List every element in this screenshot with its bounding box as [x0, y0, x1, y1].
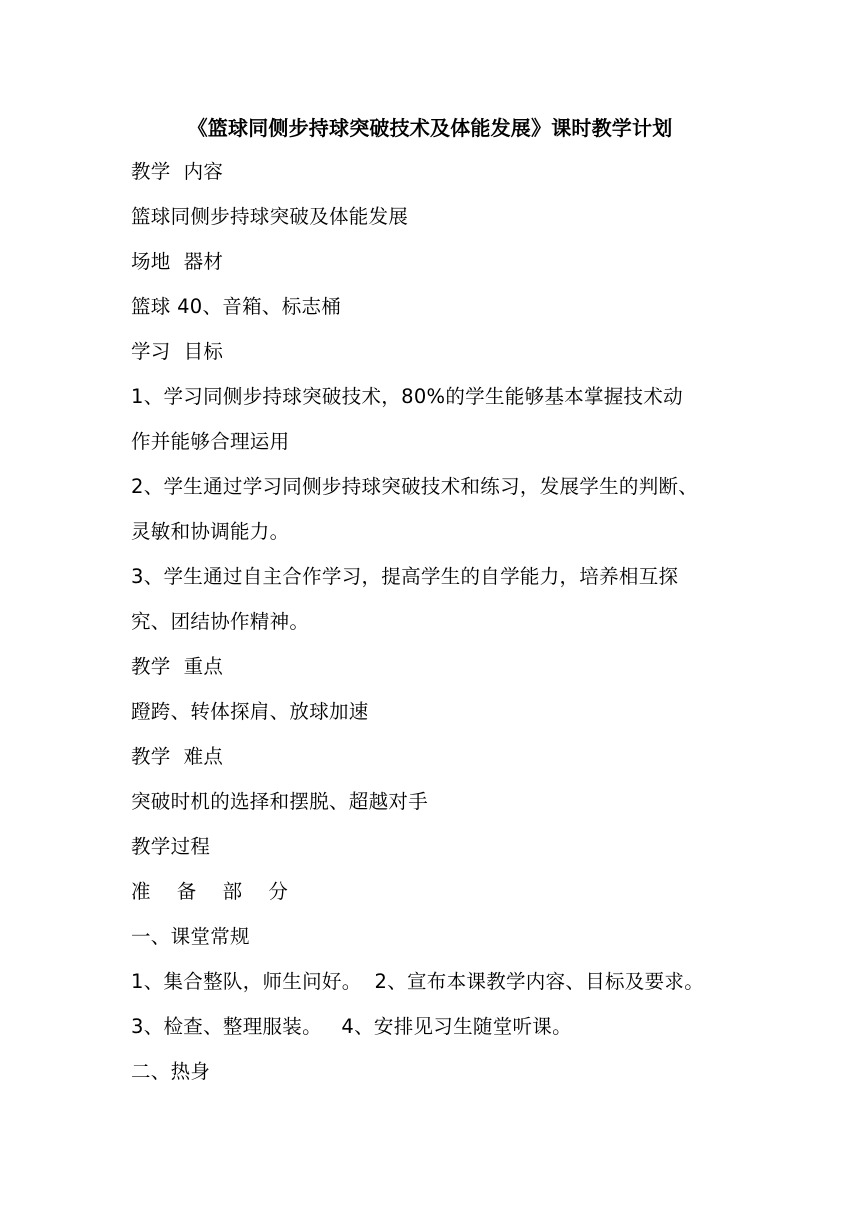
learning-goal-2-line-2: 灵敏和协调能力。 — [131, 520, 290, 543]
class-routine-item-3-4: 3、检查、整理服装。 4、安排见习生随堂听课。 — [131, 1015, 572, 1038]
section-heading-difficulties: 教学 难点 — [131, 745, 224, 768]
section-heading-key-points: 教学 重点 — [131, 655, 224, 678]
class-routine-heading: 一、课堂常规 — [131, 925, 250, 948]
preparation-part-heading: 准 备 部 分 — [131, 880, 289, 903]
learning-goal-1-line-1: 1、学习同侧步持球突破技术，80%的学生能够基本掌握技术动 — [131, 385, 683, 408]
teaching-content-text: 篮球同侧步持球突破及体能发展 — [131, 205, 409, 228]
learning-goal-2-line-1: 2、学生通过学习同侧步持球突破技术和练习，发展学生的判断、 — [131, 475, 699, 498]
document-title: 《篮球同侧步持球突破技术及体能发展》课时教学计划 — [187, 116, 673, 140]
warmup-heading: 二、热身 — [131, 1060, 211, 1083]
key-points-text: 蹬跨、转体探肩、放球加速 — [131, 700, 369, 723]
document-body — [131, 155, 736, 1100]
learning-goal-3-line-2: 究、团结协作精神。 — [131, 610, 310, 633]
section-heading-teaching-content: 教学 内容 — [131, 160, 224, 183]
venue-equipment-text: 篮球 40、音箱、标志桶 — [131, 295, 342, 318]
section-heading-learning-goals: 学习 目标 — [131, 340, 224, 363]
difficulties-text: 突破时机的选择和摆脱、超越对手 — [131, 790, 429, 813]
learning-goal-1-line-2: 作并能够合理运用 — [131, 430, 290, 453]
section-heading-venue-equipment: 场地 器材 — [131, 250, 224, 273]
class-routine-item-1-2: 1、集合整队，师生问好。 2、宣布本课教学内容、目标及要求。 — [131, 970, 705, 993]
learning-goal-3-line-1: 3、学生通过自主合作学习，提高学生的自学能力，培养相互探 — [131, 565, 679, 588]
section-heading-teaching-process: 教学过程 — [131, 835, 211, 858]
